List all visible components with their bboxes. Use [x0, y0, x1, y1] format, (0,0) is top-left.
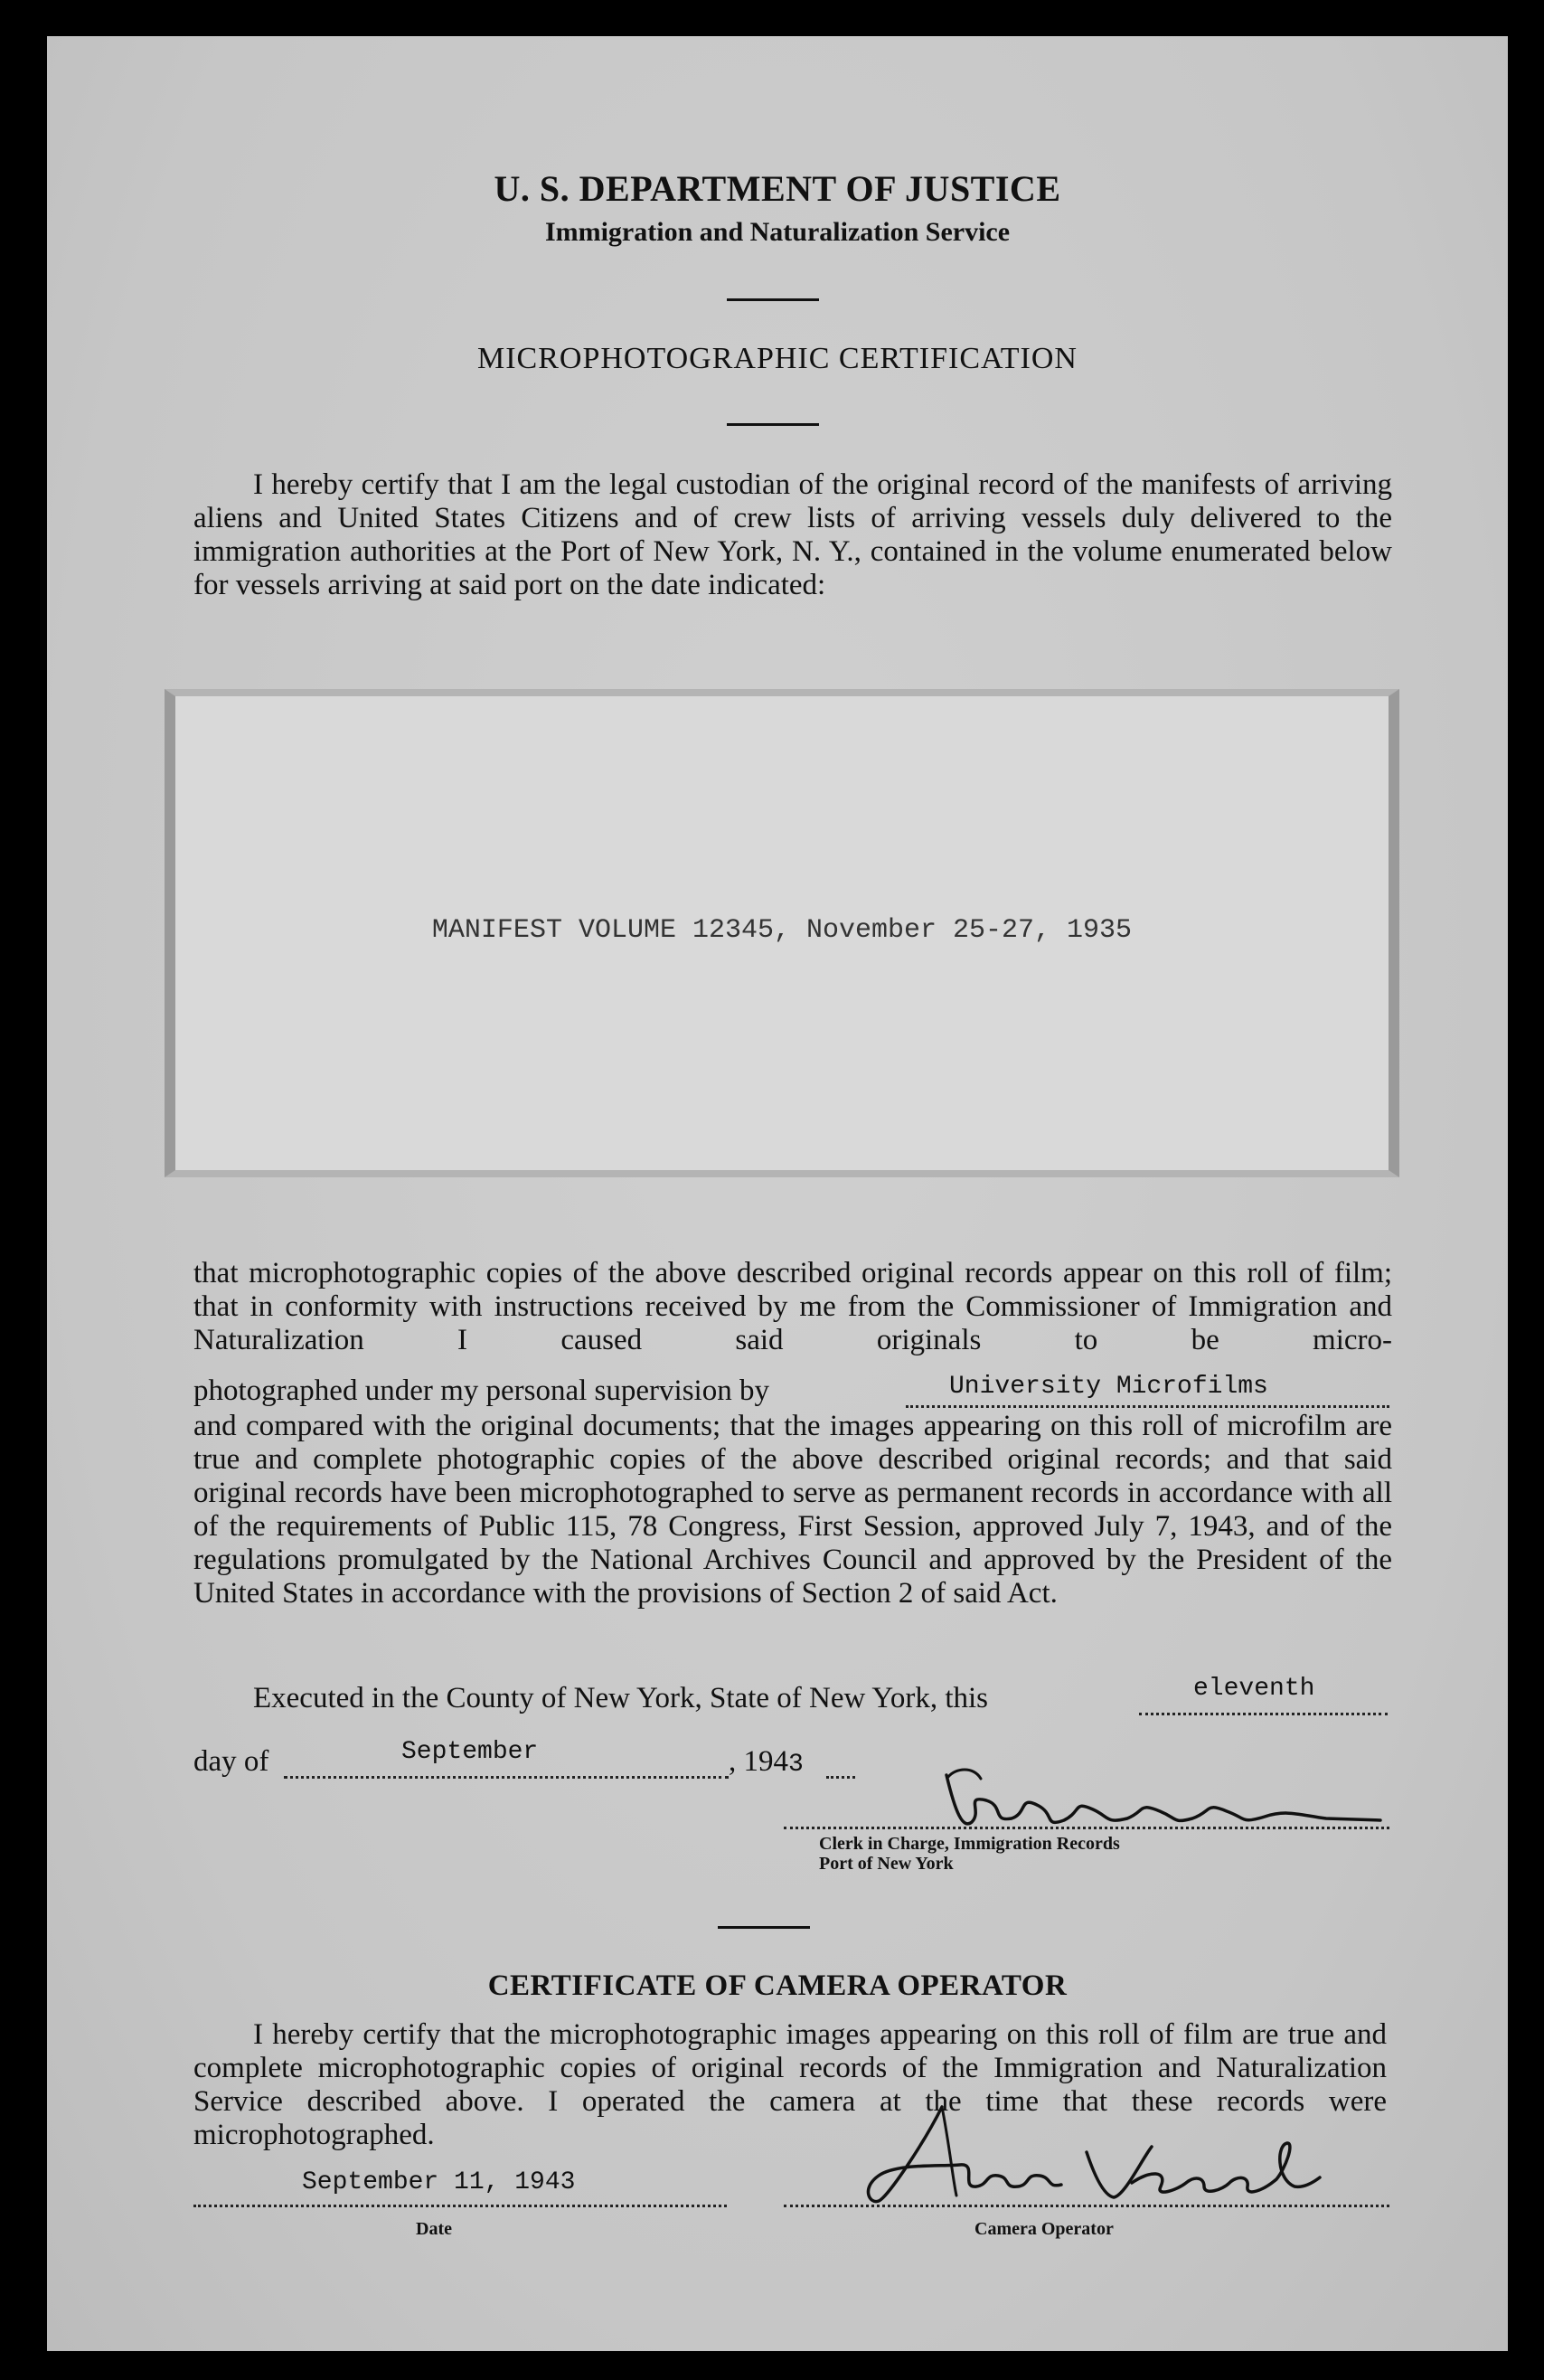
volume-entry: MANIFEST VOLUME 12345, November 25-27, 1935: [431, 915, 1133, 946]
camera-date: September 11, 1943: [302, 2168, 576, 2196]
certification-title: MICROPHOTOGRAPHIC CERTIFICATION: [476, 342, 1078, 375]
date-field: [193, 2168, 727, 2207]
execution-day: eleventh: [1193, 1675, 1315, 1703]
execution-month: September: [401, 1738, 539, 1766]
clerk-title-line1: Clerk in Charge, Immigration Records: [819, 1834, 1120, 1854]
service-subheading: Immigration and Naturalization Service: [544, 217, 1011, 247]
clerk-title-line2: Port of New York: [819, 1854, 954, 1874]
year-line: [729, 1745, 804, 1781]
intro-paragraph: I hereby certify that I am the legal custodian of the original record of the manifests of arriving aliens and United States Citizens and of crew lists of arriving vessels duly delivered to the immigration authorities at the Port of New York, N. Y., contained in the volume enumerated below for vessels arriving at said port on the date indicated:: [193, 468, 1392, 601]
volume-entry-box: [165, 689, 1399, 1177]
camera-operator-title: CERTIFICATE OF CAMERA OPERATOR: [487, 1969, 1068, 2002]
body-paragraph-rest: and compared with the original documents; that the images appearing on this roll of microfilm are true and complete photographic copies of the above described original records; and that said original records have been microphotographed to serve as permanent records in accordance with all of the requirements of Public 115, 78 Congress, First Session, approved July 7, 1943, and of the regulations promulgated by the National Archives Council and approved by the President of the United States in accordance with the provisions of Section 2 of said Act.: [193, 1410, 1392, 1610]
supervisor-field: [906, 1373, 1389, 1408]
day-of-line: [193, 1745, 268, 1779]
department-heading: U. S. DEPARTMENT OF JUSTICE: [494, 168, 1061, 209]
supervision-line: [193, 1374, 769, 1408]
body-paragraph-start: that microphotographic copies of the above described original records appear on this roll of film; that in conformity with instructions received by me from the Commissioner of Immigration and Naturalization I caused said originals to be micro-: [193, 1257, 1392, 1356]
execution-line: [253, 1682, 988, 1715]
operator-signature: [824, 2089, 1331, 2215]
camera-paragraph: I hereby certify that the microphotographic images appearing on this roll of film are true and complete microphotographic copies of original records of the Immigration and Naturalization Service described above. I operated the camera at the time that these records were microphotographed.: [193, 2018, 1387, 2151]
month-field: [284, 1738, 729, 1779]
year-prefix: , 194: [729, 1745, 788, 1778]
divider: [718, 1926, 810, 1929]
date-label: Date: [416, 2219, 452, 2239]
year-digit: 3: [788, 1751, 804, 1779]
day-field: [1139, 1675, 1388, 1715]
day-of-label: day of: [193, 1745, 269, 1778]
year-dots: [826, 1743, 855, 1779]
supervisor-name: University Microfilms: [949, 1373, 1268, 1401]
camera-operator-label: Camera Operator: [974, 2219, 1114, 2239]
divider: [727, 298, 819, 301]
clerk-signature: [928, 1759, 1398, 1840]
divider: [727, 423, 819, 426]
supervision-prefix: photographed under my personal supervision by: [193, 1374, 769, 1407]
execution-prefix: Executed in the County of New York, State of New York, this: [253, 1682, 989, 1714]
certificate-page: [47, 36, 1508, 2351]
